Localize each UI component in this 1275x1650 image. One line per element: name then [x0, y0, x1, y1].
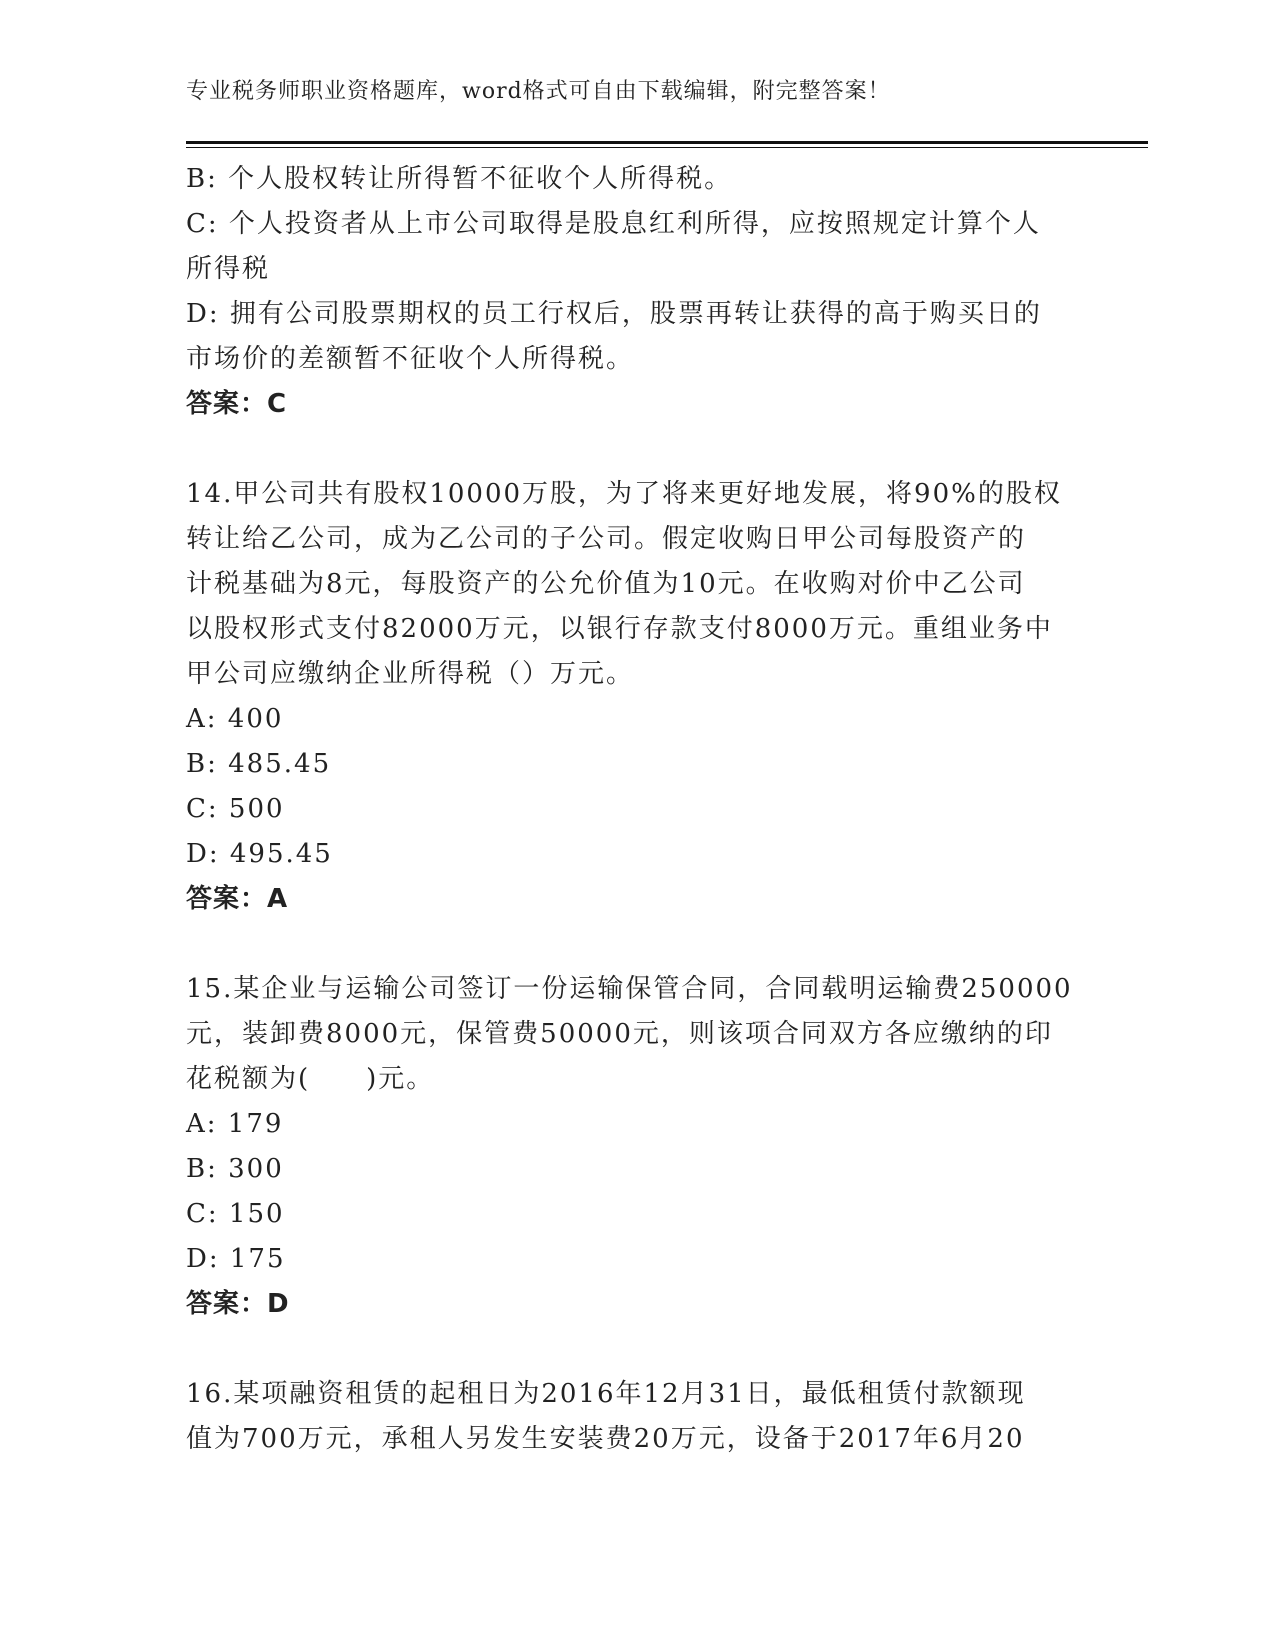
q15-option-a: A: 179	[186, 1109, 284, 1139]
spacer	[186, 1327, 1086, 1372]
q15-stem-line2: 元，装卸费8000元，保管费50000元，则该项合同双方各应缴纳的印	[186, 1019, 1053, 1049]
q14-stem-line2: 转让给乙公司，成为乙公司的子公司。假定收购日甲公司每股资产的	[186, 524, 1027, 554]
spacer	[186, 922, 1086, 967]
q14-option-d: D: 495.45	[186, 839, 333, 869]
q14-stem-line3: 计税基础为8元，每股资产的公允价值为10元。在收购对价中乙公司	[186, 569, 1026, 599]
q15-option-b: B: 300	[186, 1154, 284, 1184]
header-rule-thick	[186, 141, 1148, 144]
q14-stem-line5: 甲公司应缴纳企业所得税（）万元。	[186, 659, 635, 689]
q14-stem-line4: 以股权形式支付82000万元，以银行存款支付8000万元。重组业务中	[186, 614, 1053, 644]
q15-stem-line3: 花税额为( )元。	[186, 1064, 435, 1094]
q14-option-a: A: 400	[186, 704, 284, 734]
q13-option-d-line2: 市场价的差额暂不征收个人所得税。	[186, 344, 635, 374]
page-header: 专业税务师职业资格题库，word格式可自由下载编辑，附完整答案！	[186, 79, 891, 104]
question-13	[186, 157, 1086, 427]
q13-answer: 答案：C	[186, 389, 288, 419]
q14-answer: 答案：A	[186, 884, 289, 914]
question-16	[186, 1372, 1086, 1462]
header-rule-thin	[186, 147, 1148, 148]
question-14	[186, 472, 1086, 922]
q14-option-c: C: 500	[186, 794, 285, 824]
document-body	[186, 157, 1086, 1462]
q13-option-b: B: 个人股权转让所得暂不征收个人所得税。	[186, 164, 733, 194]
q15-stem-line1: 15.某企业与运输公司签订一份运输保管合同，合同载明运输费250000	[186, 974, 1073, 1004]
q13-option-c-line2: 所得税	[186, 254, 271, 284]
q13-option-d-line1: D: 拥有公司股票期权的员工行权后，股票再转让获得的高于购买日的	[186, 299, 1042, 329]
q13-option-c-line1: C: 个人投资者从上市公司取得是股息红利所得，应按照规定计算个人	[186, 209, 1041, 239]
spacer	[186, 427, 1086, 472]
q14-option-b: B: 485.45	[186, 749, 332, 779]
q16-stem-line1: 16.某项融资租赁的起租日为2016年12月31日，最低租赁付款额现	[186, 1379, 1026, 1409]
q16-stem-line2: 值为700万元，承租人另发生安装费20万元，设备于2017年6月20	[186, 1424, 1025, 1454]
question-15	[186, 967, 1086, 1327]
q15-option-d: D: 175	[186, 1244, 286, 1274]
q14-stem-line1: 14.甲公司共有股权10000万股，为了将来更好地发展，将90%的股权	[186, 479, 1062, 509]
q15-option-c: C: 150	[186, 1199, 285, 1229]
q15-answer: 答案：D	[186, 1289, 290, 1319]
